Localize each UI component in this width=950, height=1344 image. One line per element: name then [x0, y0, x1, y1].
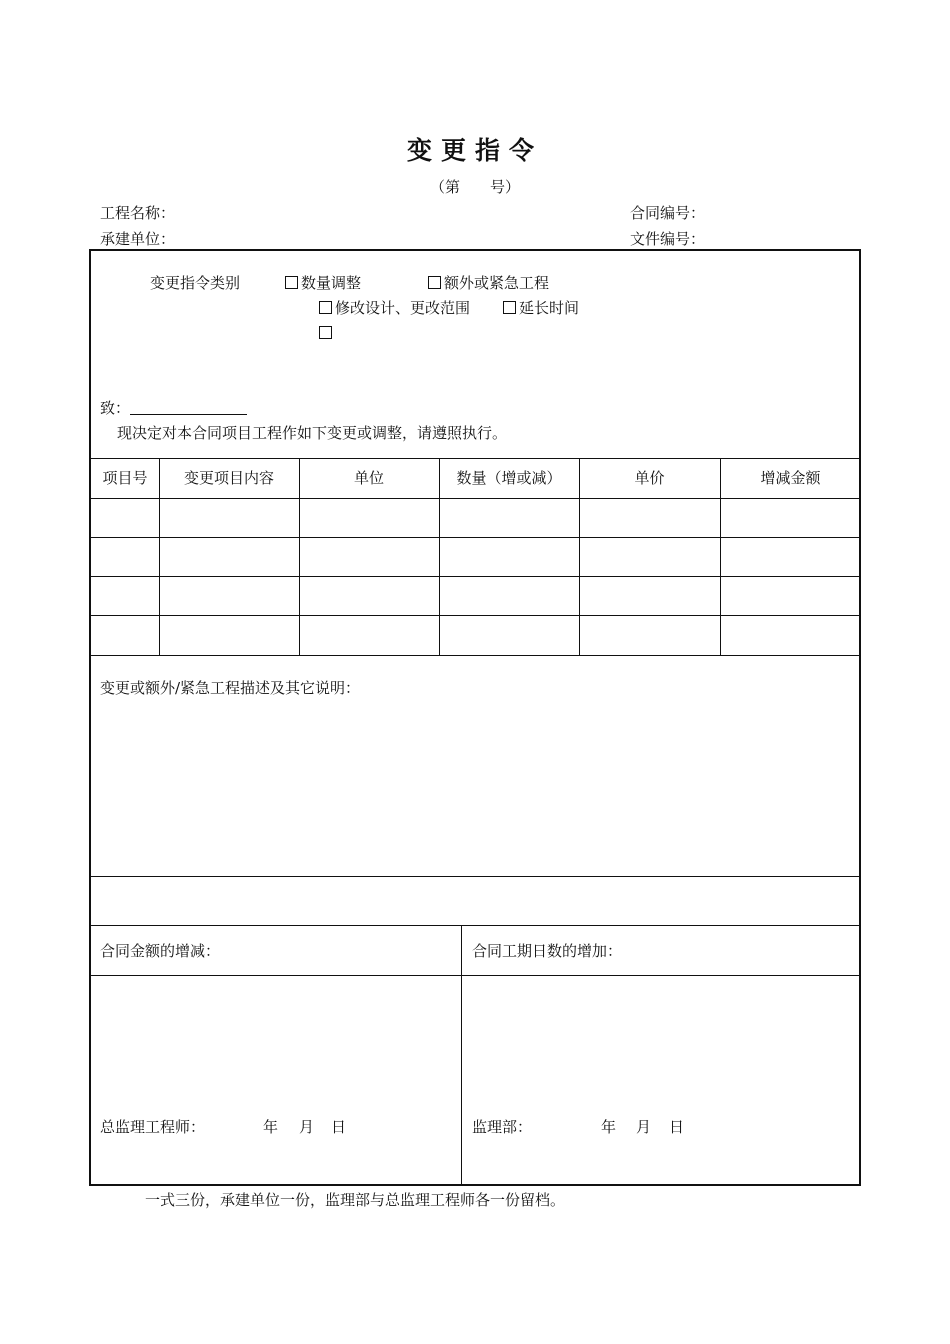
- dept-date-year: 年: [601, 1118, 617, 1136]
- option-design-scope[interactable]: 修改设计、更改范围: [319, 299, 470, 317]
- option-quantity[interactable]: 数量调整: [285, 274, 361, 292]
- checkbox-icon: [503, 301, 516, 314]
- dept-date-day: 日: [669, 1118, 685, 1136]
- chief-date-day: 日: [331, 1118, 347, 1136]
- header-unit-price: 单价: [634, 469, 665, 487]
- table-cell[interactable]: [440, 577, 578, 614]
- table-cell[interactable]: [300, 616, 438, 654]
- description-label: 变更或额外/紧急工程描述及其它说明：: [100, 679, 361, 697]
- table-cell[interactable]: [580, 616, 719, 654]
- table-cell[interactable]: [92, 577, 158, 614]
- table-cell[interactable]: [300, 499, 438, 536]
- checkbox-icon: [428, 276, 441, 289]
- table-cell[interactable]: [92, 499, 158, 536]
- page-title: 变更指令: [406, 136, 543, 165]
- checkbox-icon: [285, 276, 298, 289]
- checkbox-icon: [319, 326, 332, 339]
- chief-date-month: 月: [299, 1118, 315, 1136]
- header-content: 变更项目内容: [183, 469, 274, 487]
- instruction-text: 现决定对本合同项目工程作如下变更或调整，请遵照执行。: [117, 424, 508, 442]
- header-amount: 增减金额: [760, 469, 821, 487]
- table-cell[interactable]: [300, 577, 438, 614]
- header-quantity: 数量（增或减）: [456, 469, 562, 487]
- contract-no-label: 合同编号：: [630, 204, 706, 222]
- recipient-line: 致：: [100, 399, 247, 417]
- header-item-no: 项目号: [102, 469, 148, 487]
- table-cell[interactable]: [440, 499, 578, 536]
- table-cell[interactable]: [92, 616, 158, 654]
- table-cell[interactable]: [92, 538, 158, 575]
- recipient-blank[interactable]: [130, 400, 247, 415]
- contractor-label: 承建单位：: [100, 230, 176, 248]
- option-other[interactable]: [319, 324, 335, 342]
- chief-date-year: 年: [263, 1118, 279, 1136]
- file-no-label: 文件编号：: [630, 230, 706, 248]
- header-unit: 单位: [353, 469, 384, 487]
- table-cell[interactable]: [721, 616, 860, 654]
- table-cell[interactable]: [580, 577, 719, 614]
- checkbox-icon: [319, 301, 332, 314]
- table-cell[interactable]: [440, 538, 578, 575]
- table-cell[interactable]: [160, 616, 298, 654]
- days-change-label: 合同工期日数的增加：: [472, 942, 623, 960]
- table-cell[interactable]: [440, 616, 578, 654]
- footer-note: 一式三份，承建单位一份，监理部与总监理工程师各一份留档。: [145, 1191, 566, 1209]
- serial-number: （第 号）: [429, 178, 520, 196]
- table-cell[interactable]: [300, 538, 438, 575]
- table-cell[interactable]: [160, 499, 298, 536]
- amount-change-label: 合同金额的增减：: [100, 942, 221, 960]
- table-cell[interactable]: [580, 499, 719, 536]
- supervision-dept-label: 监理部：: [472, 1118, 533, 1136]
- project-name-label: 工程名称：: [100, 204, 176, 222]
- table-cell[interactable]: [160, 538, 298, 575]
- option-extend-time[interactable]: 延长时间: [503, 299, 579, 317]
- table-cell[interactable]: [160, 577, 298, 614]
- table-cell[interactable]: [721, 538, 860, 575]
- option-extra-urgent[interactable]: 额外或紧急工程: [428, 274, 549, 292]
- category-label: 变更指令类别: [150, 274, 241, 292]
- form-frame: [89, 249, 861, 1186]
- table-cell[interactable]: [721, 577, 860, 614]
- chief-engineer-label: 总监理工程师：: [100, 1118, 206, 1136]
- dept-date-month: 月: [636, 1118, 652, 1136]
- table-cell[interactable]: [721, 499, 860, 536]
- table-cell[interactable]: [580, 538, 719, 575]
